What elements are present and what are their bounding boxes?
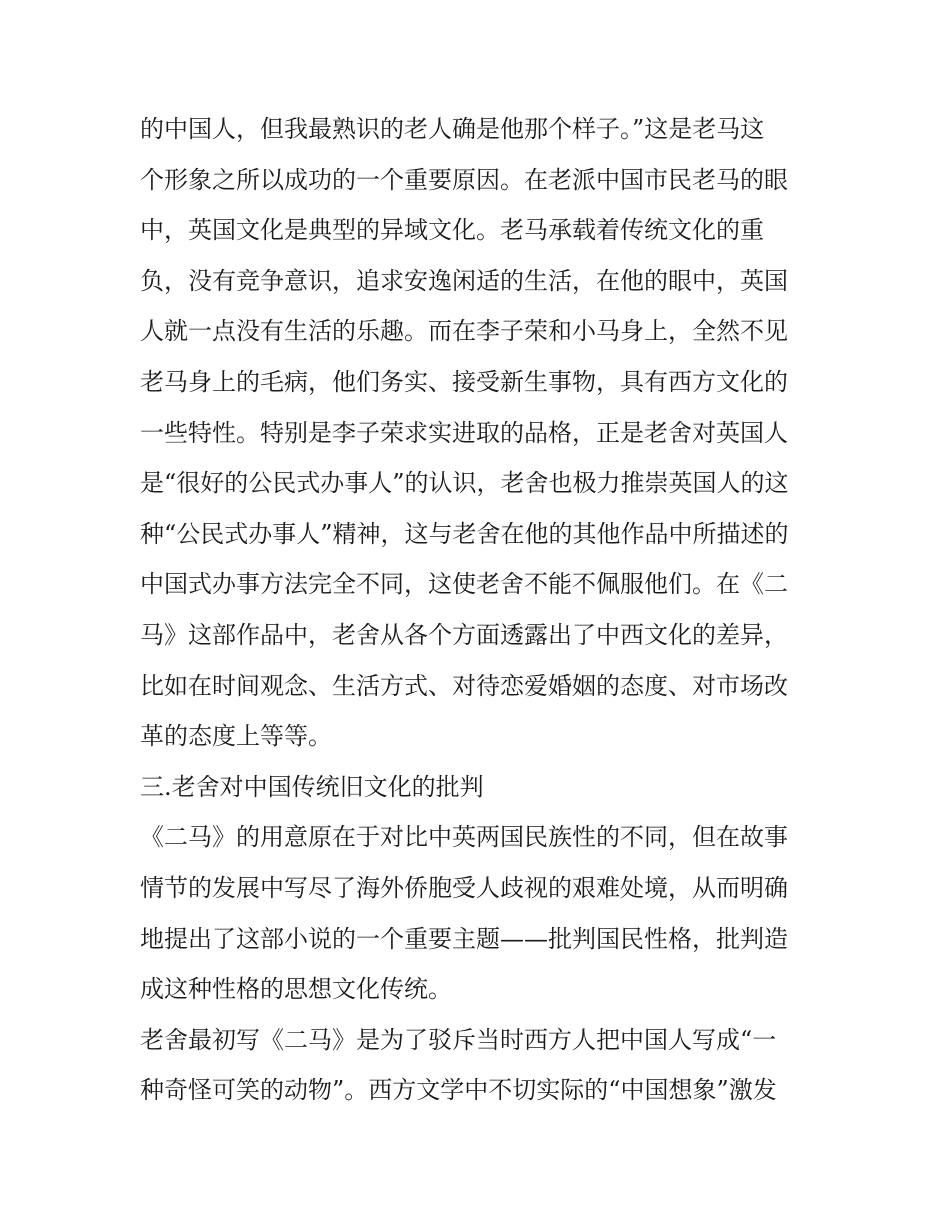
text-line: 中国式办事方法完全不同，这使老舍不能不佩服他们。在《二 [140,570,788,599]
text-line: 一些特性。特别是李子荣求实进取的品格，正是老舍对英国人 [140,418,788,447]
text-line: 是“很好的公民式办事人”的认识，老舍也极力推崇英国人的这 [140,469,789,498]
text-line: 老舍最初写《二马》是为了驳斥当时西方人把中国人写成“一 [140,1025,777,1054]
section-heading: 三.老舍对中国传统旧文化的批判 [140,772,484,801]
text-line: 比如在时间观念、生活方式、对待恋爱婚姻的态度、对市场改 [140,671,788,700]
text-line: 革的态度上等等。 [140,722,332,751]
text-line: 地提出了这部小说的一个重要主题——批判国民性格，批判造 [140,924,788,953]
text-line: 马》这部作品中，老舍从各个方面透露出了中西文化的差异， [140,620,788,649]
document-page [140,104,812,1116]
text-line: 种奇怪可笑的动物”。西方文学中不切实际的“中国想象”激发 [140,1076,777,1105]
text-line: 老马身上的毛病，他们务实、接受新生事物，具有西方文化的 [140,367,788,396]
text-line: 种“公民式办事人”精神，这与老舍在他的其他作品中所描述的 [140,519,789,548]
text-line: 成这种性格的思想文化传统。 [140,975,452,1004]
text-line: 情节的发展中写尽了海外侨胞受人歧视的艰难处境，从而明确 [140,873,788,902]
text-line: 人就一点没有生活的乐趣。而在李子荣和小马身上，全然不见 [140,317,788,346]
text-line: 《二马》的用意原在于对比中英两国民族性的不同，但在故事 [140,823,788,852]
text-line: 个形象之所以成功的一个重要原因。在老派中国市民老马的眼 [140,165,788,194]
text-line: 负，没有竞争意识，追求安逸闲适的生活，在他的眼中，英国 [140,266,788,295]
text-line: 中，英国文化是典型的异域文化。老马承载着传统文化的重 [140,216,764,245]
text-line: 的中国人，但我最熟识的老人确是他那个样子。”这是老马这 [140,115,765,143]
